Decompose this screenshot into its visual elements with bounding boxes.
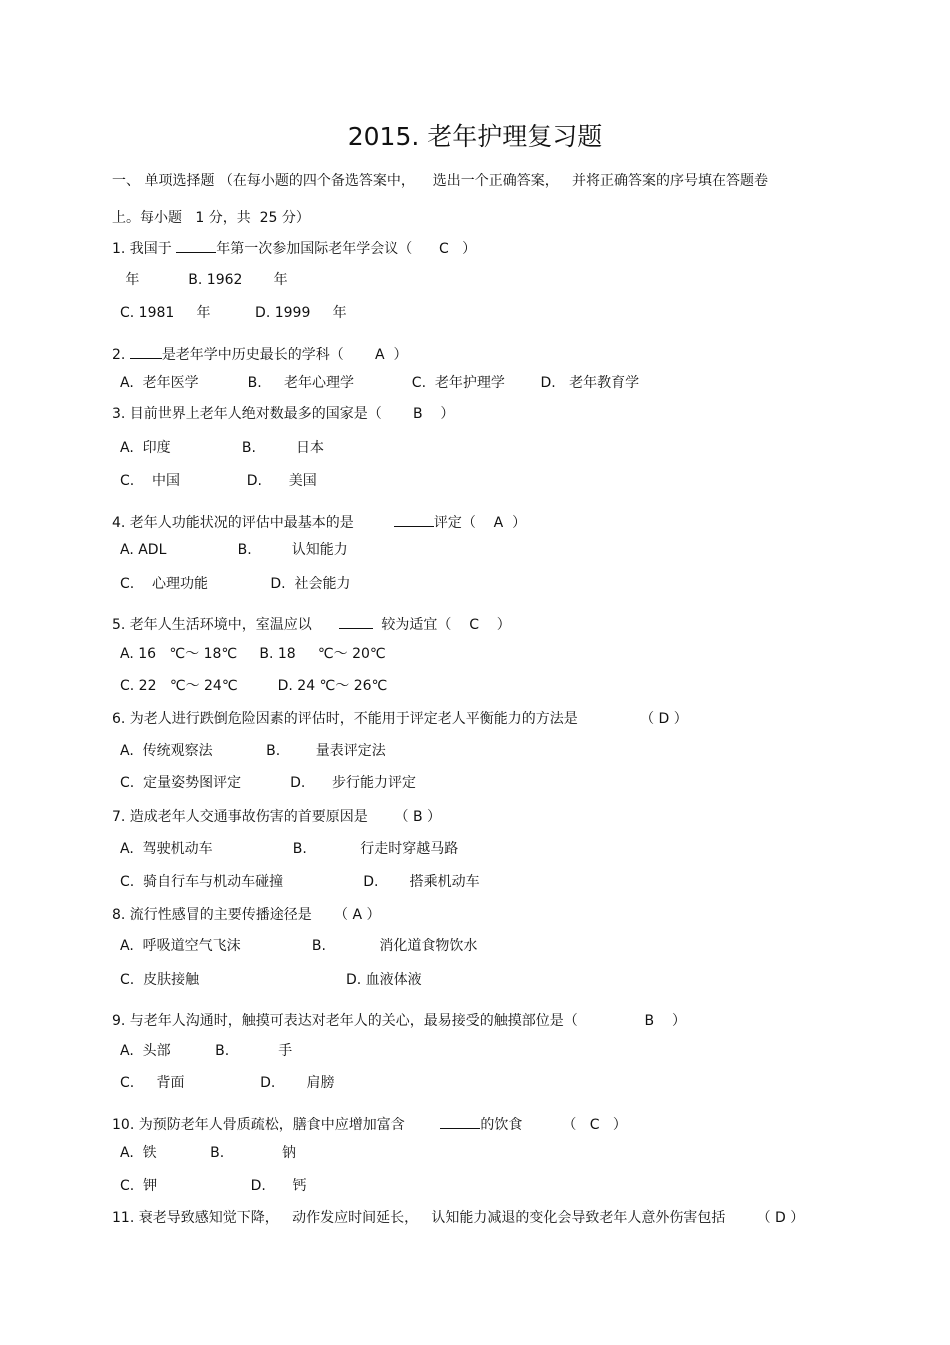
question-11-stem: 11. 衰老导致感知觉下降， 动作发应时间延长， 认知能力减退的变化会导致老年人意外伤害包括 （ D ） (112, 1210, 805, 1226)
document-title: 2015. 老年护理复习题 (347, 122, 603, 151)
question-8-stem: 8. 流行性感冒的主要传播途径是 （ A ） (112, 907, 381, 923)
question-7-options-row-1: A. 驾驶机动车 B. 行走时穿越马路 (120, 841, 459, 857)
question-8-options-row-1: A. 呼吸道空气飞沫 B. 消化道食物饮水 (120, 938, 478, 954)
question-6-options-row-2: C. 定量姿势图评定 D. 步行能力评定 (120, 775, 417, 791)
answer-blank (339, 614, 373, 629)
question-3-stem: 3. 目前世界上老年人绝对数最多的国家是（ B ） (112, 406, 455, 422)
question-2-options-row-1: A. 老年医学 B. 老年心理学 C. 老年护理学 D. 老年教育学 (120, 375, 640, 391)
question-6-stem: 6. 为老人进行跌倒危险因素的评估时，不能用于评定老人平衡能力的方法是 （ D ） (112, 711, 688, 727)
question-4-stem: 4. 老年人功能状况的评估中最基本的是 评定（ A ） (112, 512, 526, 532)
question-5-options-row-2: C. 22 ℃～ 24℃ D. 24 ℃～ 26℃ (120, 678, 388, 694)
section-heading: 一、 单项选择题 （在每小题的四个备选答案中， 选出一个正确答案， 并将正确答案的序号填在答题卷 (112, 173, 769, 189)
answer-blank (176, 238, 216, 253)
question-9-options-row-2: C. 背面 D. 肩膀 (120, 1075, 335, 1091)
question-5-options-row-1: A. 16 ℃～ 18℃ B. 18 ℃～ 20℃ (120, 646, 386, 662)
question-8-options-row-2: C. 皮肤接触 D. 血液体液 (120, 972, 422, 988)
question-2-stem: 2. 是老年学中历史最长的学科（ A ） (112, 344, 407, 364)
question-5-stem: 5. 老年人生活环境中，室温应以 较为适宜（ C ） (112, 614, 511, 634)
answer-blank (130, 344, 162, 359)
question-7-options-row-2: C. 骑自行车与机动车碰撞 D. 搭乘机动车 (120, 874, 480, 890)
answer-blank (394, 512, 434, 527)
question-4-options-row-2: C. 心理功能 D. 社会能力 (120, 576, 351, 592)
question-9-options-row-1: A. 头部 B. 手 (120, 1043, 293, 1059)
question-10-options-row-2: C. 钾 D. 钙 (120, 1178, 307, 1194)
question-4-options-row-1: A. ADL B. 认知能力 (120, 542, 348, 558)
question-9-stem: 9. 与老年人沟通时，触摸可表达对老年人的关心，最易接受的触摸部位是（ B ） (112, 1013, 686, 1029)
section-heading-cont: 上。每小题 1 分，共 25 分） (112, 210, 310, 226)
question-1-options-row-2: C. 1981 年 D. 1999 年 (120, 305, 347, 321)
question-1-options-row-1: 年 B. 1962 年 (112, 272, 288, 288)
question-3-options-row-1: A. 印度 B. 日本 (120, 440, 324, 456)
question-10-options-row-1: A. 铁 B. 钠 (120, 1145, 296, 1161)
answer-blank (440, 1114, 480, 1129)
question-10-stem: 10. 为预防老年人骨质疏松，膳食中应增加富含 的饮食 （ C ） (112, 1114, 627, 1134)
question-6-options-row-1: A. 传统观察法 B. 量表评定法 (120, 743, 386, 759)
question-3-options-row-2: C. 中国 D. 美国 (120, 473, 317, 489)
question-7-stem: 7. 造成老年人交通事故伤害的首要原因是 （ B ） (112, 809, 442, 825)
question-1-stem: 1. 我国于 年第一次参加国际老年学会议（ C ） (112, 238, 476, 258)
